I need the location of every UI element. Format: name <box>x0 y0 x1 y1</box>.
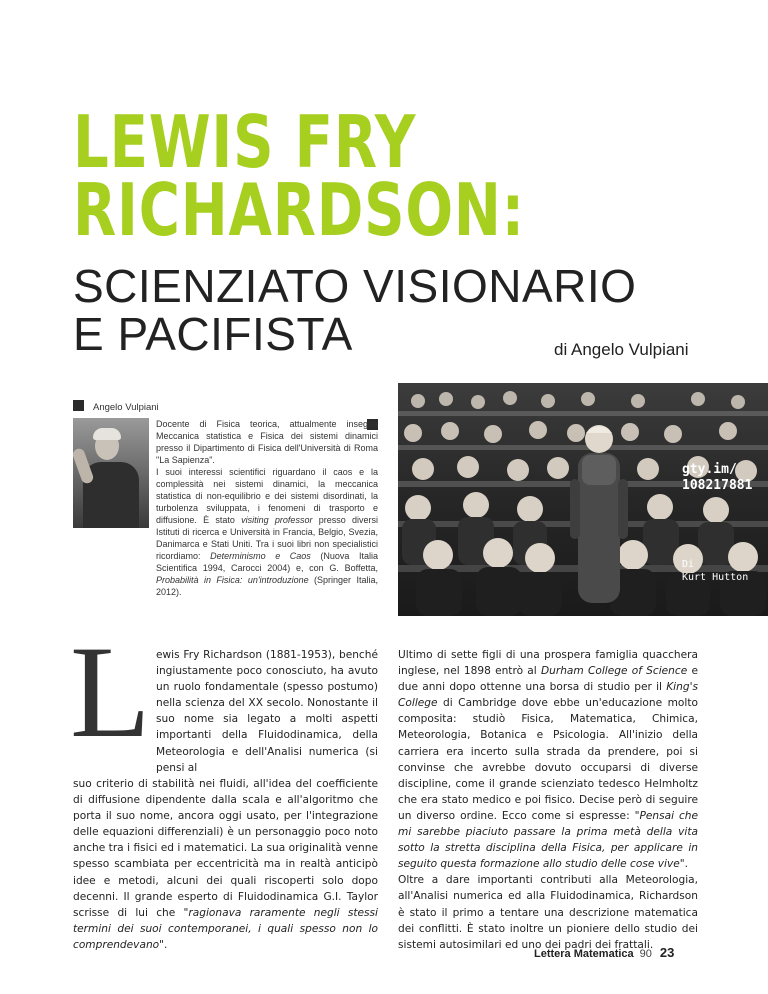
credit-line-2: Kurt Hutton <box>682 572 749 583</box>
title-line-2: RICHARDSON: <box>73 168 525 252</box>
subtitle-line-1: SCIENZIATO VISIONARIO <box>73 260 637 312</box>
page-number: 23 <box>659 945 675 960</box>
title-line-1: LEWIS FRY <box>73 100 417 184</box>
body-right-column <box>398 647 698 953</box>
bio-marker-left <box>73 400 84 411</box>
body-right-paragraph-1: Ultimo di sette figli di una prospera famiglia quacchera inglese, nel 1898 entrò al Durham College of Science e due anni dopo ottenne una borsa di studio per il King's College di Cambridge dove ebbe un'educazione molto composita: studiò Fisica, Matematica, Chimica, Meteorologia, Botanica e Psicologia. All'inizio della carriera era incerto sulla strada da prendere, poi si convinse che avrebbe dovuto occuparsi di diverse discipline, come il grande scienziato tedesco Helmholtz che era stato medico e poi fisico. Decise però di seguire un diverso ordine. Ecco come si espresse: "Pensai che mi sarebbe piaciuto passare la prima metà della vita sotto la stretta disciplina della Fisica, per applicare in seguito questa formazione allo studio delle cose vive". <box>398 649 699 871</box>
magazine-name: Lettera Matematica <box>534 948 634 960</box>
drop-cap: L <box>70 618 151 765</box>
body-right-paragraph-2: Oltre a dare importanti contributi alla Meteorologia, all'Analisi numerica ed alla Fluidodinamica, Richardson è stato il primo a tentare una descrizione matematica dei conflitti. È stato inoltre un pioniere dello studio dei sistemi autosimilari ed uno dei padri dei frattali. <box>398 874 698 951</box>
body-left-intro: ewis Fry Richardson (1881-1953), benché ingiustamente poco conosciuto, ha avuto un ruolo fondamentale (spesso postumo) nella scienza del XX secolo. Nonostante il suo nome sia legato a molti aspetti importanti della Fluidodinamica, della Meteorologia e dell'Analisi numerica (si pensi al <box>156 649 378 774</box>
body-left-continued: suo criterio di stabilità nei fluidi, all'idea del coefficiente di diffusione dipendente dalla scala e all'algoritmo che porta il suo nome, ancora oggi usato, per l'integrazione delle equazioni differenziali) è un personaggio poco noto anche tra i fisici ed i matematici. La sua originalità venne spesso scambiata per eccentricità ma in realtà anticipò idee e metodi, alcuni dei quali riscoperti solo dopo decenni. Il grande esperto di Fluidodinamica G.I. Taylor scrisse di lui che "ragionava raramente negli stessi termini dei suoi contemporanei, i quali spesso non lo comprendevano". <box>73 778 378 951</box>
subtitle-line-2: E PACIFISTA <box>73 308 353 360</box>
page-footer <box>534 945 674 960</box>
credit-line-1: Di <box>682 559 695 570</box>
taylor-quote: ragionava raramente negli stessi termini dei suoi contemporanei, i quali spesso non lo comprendevano <box>73 906 378 951</box>
photo-credit <box>682 558 748 584</box>
photo-watermark <box>682 462 752 494</box>
bio-paragraph-2: I suoi interessi scientifici riguardano il caos e la complessità nei sistemi dinamici, la meccanica statistica di non-equilibrio e dei sistemi disordinati, la turbolenza sviluppata, i fenomeni di trasporto e diffusione. È stato visiting professor presso diversi Istituti di ricerca e Università in Francia, Belgio, Svezia, Danimarca e Stati Uniti. Tra i suoi libri non specialistici ricordiamo: Determinismo e Caos (Nuova Italia Scientifica 1994, Carocci 2004) e, con G. Boffetta, Probabilità in Fisica: un'introduzione (Springer Italia, 2012). <box>156 467 379 597</box>
richardson-quote: Pensai che mi sarebbe piaciuto passare la prima metà della vita sotto la stretta disciplina della Fisica, per applicare in seguito questa formazione allo studio delle cose vive <box>398 809 699 871</box>
byline: di Angelo Vulpiani <box>554 340 689 359</box>
watermark-line-2: 108217881 <box>682 478 753 493</box>
author-portrait <box>73 418 149 528</box>
bio-author-name: Angelo Vulpiani <box>93 402 159 413</box>
issue-number: 90 <box>639 948 652 960</box>
watermark-line-1: gty.im/ <box>682 462 737 477</box>
author-bio <box>156 418 378 598</box>
article-title <box>73 100 572 252</box>
bio-paragraph-1: Docente di Fisica teorica, attualmente insegna Meccanica statistica e Fisica dei sistemi dinamici presso il Dipartimento di Fisica dell'Università di Roma "La Sapienza". <box>156 419 378 465</box>
